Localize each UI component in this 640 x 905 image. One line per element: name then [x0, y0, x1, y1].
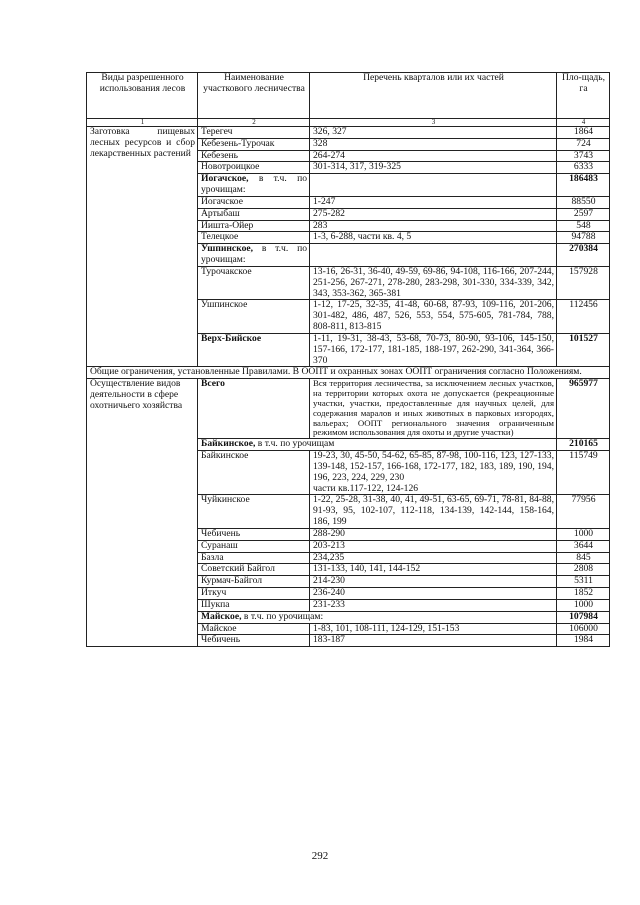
- district-heading: [198, 439, 557, 451]
- header-row: [87, 73, 610, 119]
- area-value: 1864: [557, 127, 610, 139]
- general-note-row: [87, 367, 610, 379]
- area-value: 3743: [557, 150, 610, 162]
- area-value: 1000: [557, 599, 610, 611]
- tract-name: Суранаш: [198, 540, 310, 552]
- forest-use-table: [86, 72, 610, 647]
- tract-name: Базла: [198, 552, 310, 564]
- quarters-list: 1-12, 17-25, 32-35, 41-48, 60-68, 87-93, 109-116, 201-206, 301-482, 486, 487, 526, 553, 554, 575-605, 781-784, 788, 808-811, 813-815: [310, 300, 557, 333]
- quarters-list: 1-22, 25-28, 31-38, 40, 41, 49-51, 63-65, 69-71, 78-81, 84-88, 91-93, 95, 102-107, 112-118, 134-139, 142-144, 158-164, 186, 199: [310, 495, 557, 528]
- quarters-text: 19-23, 30, 45-50, 54-62, 65-85, 87-98, 100-116, 123, 127-133, 139-148, 152-157, 166-168, 172-177, 182, 183, 189, 190, 194, 196, 223, 224, 229, 230: [313, 450, 554, 483]
- quarters-list: 214-230: [310, 576, 557, 588]
- quarters-list: 203-213: [310, 540, 557, 552]
- quarters-list: 1-11, 19-31, 38-43, 53-68, 70-73, 80-90, 93-106, 145-150, 157-166, 172-177, 181-185, 188-197, 262-290, 341-364, 366-370: [310, 333, 557, 366]
- area-total: 965977: [557, 379, 610, 439]
- tract-name: Ушпинское: [198, 300, 310, 333]
- quarters-list: 183-187: [310, 635, 557, 647]
- area-total: 210165: [557, 439, 610, 451]
- district-heading-name: Байкинское,: [201, 438, 256, 450]
- header-use-type: Виды разрешенного использования лесов: [87, 73, 198, 119]
- district-heading-suffix: в т.ч. по урочищам:: [201, 243, 307, 266]
- area-value: 845: [557, 552, 610, 564]
- column-number: 2: [198, 119, 310, 127]
- area-value: 5311: [557, 576, 610, 588]
- quarters-list: 231-233: [310, 599, 557, 611]
- area-value: 94788: [557, 232, 610, 244]
- column-number: 4: [557, 119, 610, 127]
- use-type-text: Осуществление видов деятельности в сфере охотничьего хозяйства: [90, 378, 183, 411]
- quarters-list: 326, 327: [310, 127, 557, 139]
- area-value: 1000: [557, 528, 610, 540]
- district-heading: Верх-Бийское: [198, 333, 310, 366]
- area-total: 107984: [557, 611, 610, 623]
- quarters-list: [310, 174, 557, 197]
- quarters-list: 288-290: [310, 528, 557, 540]
- district-heading: [198, 174, 310, 197]
- quarters-parts: части кв.117-122, 124-126: [313, 482, 419, 494]
- area-value: 115749: [557, 451, 610, 495]
- quarters-list: 275-282: [310, 208, 557, 220]
- tract-name: Чебичень: [198, 635, 310, 647]
- area-value: 112456: [557, 300, 610, 333]
- tract-name: Артыбаш: [198, 208, 310, 220]
- column-number: 1: [87, 119, 198, 127]
- area-value: 157928: [557, 266, 610, 299]
- area-value: 106000: [557, 623, 610, 635]
- district-name: Кебезень: [198, 150, 310, 162]
- district-heading-suffix: в т.ч. по урочищам:: [241, 610, 324, 622]
- tract-name: Турочакское: [198, 266, 310, 299]
- district-heading: [198, 611, 557, 623]
- quarters-list: 13-16, 26-31, 36-40, 49-59, 69-86, 94-108, 116-166, 207-244, 251-256, 267-271, 278-280, 283-298, 301-330, 334-339, 342, 343, 353-362, 365-381: [310, 266, 557, 299]
- tract-name: Телецкое: [198, 232, 310, 244]
- tract-name: Байкинское: [198, 451, 310, 495]
- area-total: 270384: [557, 244, 610, 267]
- area-value: 1984: [557, 635, 610, 647]
- quarters-list: [310, 451, 557, 495]
- quarters-list: 1-3, 6-288, части кв. 4, 5: [310, 232, 557, 244]
- area-value: 2808: [557, 564, 610, 576]
- quarters-list: 131-133, 140, 141, 144-152: [310, 564, 557, 576]
- district-name: Терегеч: [198, 127, 310, 139]
- district-heading: [198, 244, 310, 267]
- page-number: 292: [311, 850, 329, 862]
- area-value: 6333: [557, 162, 610, 174]
- tract-name: Иогачское: [198, 196, 310, 208]
- district-heading-name: Ушпинское,: [201, 243, 254, 255]
- area-value: 3644: [557, 540, 610, 552]
- tract-name: Майское: [198, 623, 310, 635]
- district-heading-suffix: в т.ч. по урочищам:: [201, 173, 307, 196]
- area-value: 77956: [557, 495, 610, 528]
- header-district-name: Наименование участкового лесничества: [198, 73, 310, 119]
- quarters-list: [310, 244, 557, 267]
- header-quarters: Перечень кварталов или их частей: [310, 73, 557, 119]
- total-label: Всего: [198, 379, 310, 439]
- quarters-list: 1-247: [310, 196, 557, 208]
- district-heading-name: Майское,: [201, 610, 242, 622]
- tract-name: Шукпа: [198, 599, 310, 611]
- total-row: [87, 379, 610, 439]
- tract-name: Иишта-Ойер: [198, 220, 310, 232]
- district-name: Кебезень-Турочак: [198, 138, 310, 150]
- quarters-list: Вся территория лесничества, за исключением лесных участков, на территории которых охота не допускается (рекреационные участки, участки, предоставленные для научных целей, для содержания маралов и иных животных в парковых изгородях, вальерах; ООПТ регионального значения ограниченным режимом использования для охоты и другие участки): [310, 379, 557, 439]
- table-row: [87, 127, 610, 139]
- tract-name: Курмач-Байгол: [198, 576, 310, 588]
- tract-name: Чебичень: [198, 528, 310, 540]
- quarters-list: 264-274: [310, 150, 557, 162]
- area-total: 186483: [557, 174, 610, 197]
- quarters-list: 236-240: [310, 588, 557, 600]
- tract-name: Иткуч: [198, 588, 310, 600]
- tract-name: Чуйкинское: [198, 495, 310, 528]
- district-heading-name: Иогачское,: [201, 173, 249, 185]
- tract-name: Советский Байгол: [198, 564, 310, 576]
- area-value: 548: [557, 220, 610, 232]
- general-note: Общие ограничения, установленные Правилами. В ООПТ и охранных зонах ООПТ ограничения согласно Положениям.: [87, 367, 610, 379]
- column-number: 3: [310, 119, 557, 127]
- quarters-list: 234,235: [310, 552, 557, 564]
- district-name: Новотроицкое: [198, 162, 310, 174]
- area-value: 1852: [557, 588, 610, 600]
- header-area: Пло-щадь, га: [557, 73, 610, 119]
- quarters-list: 328: [310, 138, 557, 150]
- area-value: 88550: [557, 196, 610, 208]
- area-total: 101527: [557, 333, 610, 366]
- use-type-cell: [87, 379, 198, 647]
- use-type-cell: Заготовка пищевых лесных ресурсов и сбор лекарственных растений: [87, 127, 198, 367]
- area-value: 724: [557, 138, 610, 150]
- quarters-list: 283: [310, 220, 557, 232]
- district-heading-suffix: в т.ч. по урочищам: [255, 438, 335, 450]
- quarters-list: 1-83, 101, 108-111, 124-129, 151-153: [310, 623, 557, 635]
- area-value: 2597: [557, 208, 610, 220]
- quarters-list: 301-314, 317, 319-325: [310, 162, 557, 174]
